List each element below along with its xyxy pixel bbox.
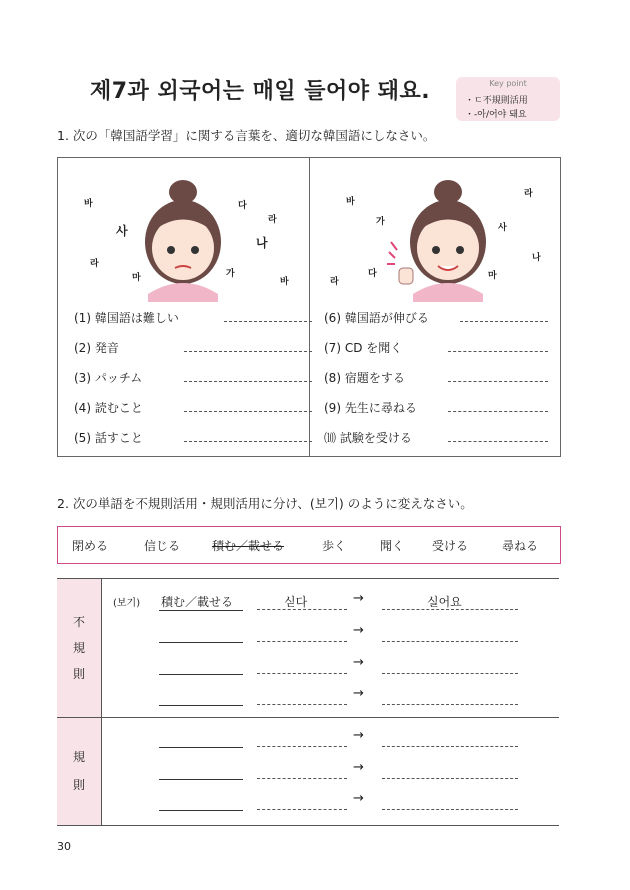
page-title: 제7과 외국어는 매일 들어야 돼요.	[90, 79, 431, 104]
answer-line[interactable]	[184, 441, 312, 442]
hangul-letter: 다	[238, 201, 247, 211]
girl-thumbs-up-illustration	[383, 172, 513, 302]
item-label: (6) 韓国語が伸びる	[324, 311, 429, 325]
hangul-letter: 사	[498, 223, 507, 233]
answer-line[interactable]	[257, 673, 347, 674]
key-point-line-2: ・-아/어야 돼요	[465, 110, 527, 120]
q1-item-10	[324, 429, 554, 446]
example-dict: 싣다	[284, 595, 308, 609]
hangul-letter: 가	[226, 269, 235, 279]
conjugation-table	[57, 578, 559, 826]
word-bank	[57, 526, 561, 564]
answer-line[interactable]	[257, 746, 347, 747]
q1-item-7	[324, 339, 554, 356]
hangul-letter: 라	[330, 277, 339, 287]
answer-line[interactable]	[159, 642, 243, 643]
word-item: 受ける	[432, 539, 469, 553]
hangul-letter: 나	[532, 253, 541, 263]
hangul-letter: 나	[256, 236, 268, 250]
header-char: 規	[73, 750, 86, 764]
q1-item-1	[74, 309, 304, 326]
table-divider	[57, 717, 559, 718]
item-label: (2) 発音	[74, 341, 119, 355]
answer-line[interactable]	[382, 673, 518, 674]
answer-line[interactable]	[382, 809, 518, 810]
hangul-letter: 라	[268, 215, 277, 225]
answer-line[interactable]	[257, 704, 347, 705]
word-item: 歩く	[322, 539, 347, 553]
q1-item-6	[324, 309, 554, 326]
q1-instruction: 1. 次の「韓国語学習」に関する言葉を、適切な韓国語にしなさい。	[57, 128, 436, 143]
header-char: 規	[73, 641, 86, 655]
item-label: (1) 韓国語は難しい	[74, 311, 179, 325]
answer-line[interactable]	[460, 321, 548, 322]
irregular-header	[57, 579, 102, 717]
word-item: 聞く	[380, 539, 405, 553]
answer-line[interactable]	[382, 609, 518, 610]
answer-line[interactable]	[257, 609, 347, 610]
key-point-box	[456, 77, 560, 121]
answer-line[interactable]	[184, 351, 312, 352]
regular-header	[57, 718, 102, 825]
page-number: 30	[57, 840, 71, 853]
header-char: 則	[73, 778, 86, 792]
hangul-letter: 바	[280, 277, 289, 287]
word-item: 信じる	[144, 539, 181, 553]
answer-line[interactable]	[257, 641, 347, 642]
answer-line[interactable]	[257, 778, 347, 779]
arrow-icon: →	[353, 591, 364, 606]
word-item: 閉める	[72, 539, 109, 553]
q2-instruction: 2. 次の単語を不規則活用・規則活用に分け、(보기) のように変えなさい。	[57, 496, 473, 511]
answer-line[interactable]	[184, 381, 312, 382]
q1-item-9	[324, 399, 554, 416]
q1-item-2	[74, 339, 304, 356]
hangul-letter: 바	[84, 199, 93, 209]
girl-confused-illustration	[128, 172, 238, 302]
header-char: 不	[73, 615, 86, 629]
item-label: (9) 先生に尋ねる	[324, 401, 417, 415]
answer-line[interactable]	[382, 778, 518, 779]
header-char: 則	[73, 667, 86, 681]
item-label: (3) パッチム	[74, 371, 143, 385]
answer-line[interactable]	[159, 747, 243, 748]
item-label: ⑽ 試験を受ける	[324, 431, 412, 445]
word-item: 尋ねる	[502, 539, 539, 553]
hangul-letter: 마	[132, 273, 141, 283]
answer-line[interactable]	[159, 610, 243, 611]
answer-line[interactable]	[448, 441, 548, 442]
arrow-icon: →	[353, 791, 364, 806]
answer-line[interactable]	[382, 746, 518, 747]
key-point-label: Key point	[489, 79, 527, 88]
hangul-letter: 라	[90, 259, 99, 269]
q1-item-5	[74, 429, 304, 446]
word-item-crossed: 積む／載せる	[212, 539, 285, 553]
hangul-letter: 라	[524, 189, 533, 199]
answer-line[interactable]	[159, 779, 243, 780]
answer-line[interactable]	[448, 351, 548, 352]
q1-item-8	[324, 369, 554, 386]
hangul-letter: 마	[488, 271, 497, 281]
answer-line[interactable]	[159, 674, 243, 675]
example-tag: (보기)	[113, 598, 141, 609]
key-point-line-1: ・ㄷ不規則活用	[465, 96, 528, 106]
answer-line[interactable]	[159, 810, 243, 811]
answer-line[interactable]	[257, 809, 347, 810]
item-label: (4) 読むこと	[74, 401, 143, 415]
hangul-letter: 가	[376, 217, 385, 227]
answer-line[interactable]	[224, 321, 312, 322]
example-result: 실어요	[427, 595, 462, 609]
hangul-letter: 사	[116, 224, 128, 238]
q1-item-3	[74, 369, 304, 386]
arrow-icon: →	[353, 623, 364, 638]
hangul-letter: 다	[368, 269, 377, 279]
hangul-letter: 바	[346, 197, 355, 207]
answer-line[interactable]	[184, 411, 312, 412]
item-label: (7) CD を聞く	[324, 341, 403, 355]
answer-line[interactable]	[448, 411, 548, 412]
arrow-icon: →	[353, 686, 364, 701]
arrow-icon: →	[353, 655, 364, 670]
answer-line[interactable]	[382, 641, 518, 642]
example-word: 積む／載せる	[161, 595, 234, 609]
item-label: (5) 話すこと	[74, 431, 143, 445]
answer-line[interactable]	[159, 705, 243, 706]
arrow-icon: →	[353, 760, 364, 775]
answer-line[interactable]	[448, 381, 548, 382]
item-label: (8) 宿題をする	[324, 371, 405, 385]
q1-item-4	[74, 399, 304, 416]
arrow-icon: →	[353, 728, 364, 743]
q1-box	[57, 157, 561, 457]
answer-line[interactable]	[382, 704, 518, 705]
